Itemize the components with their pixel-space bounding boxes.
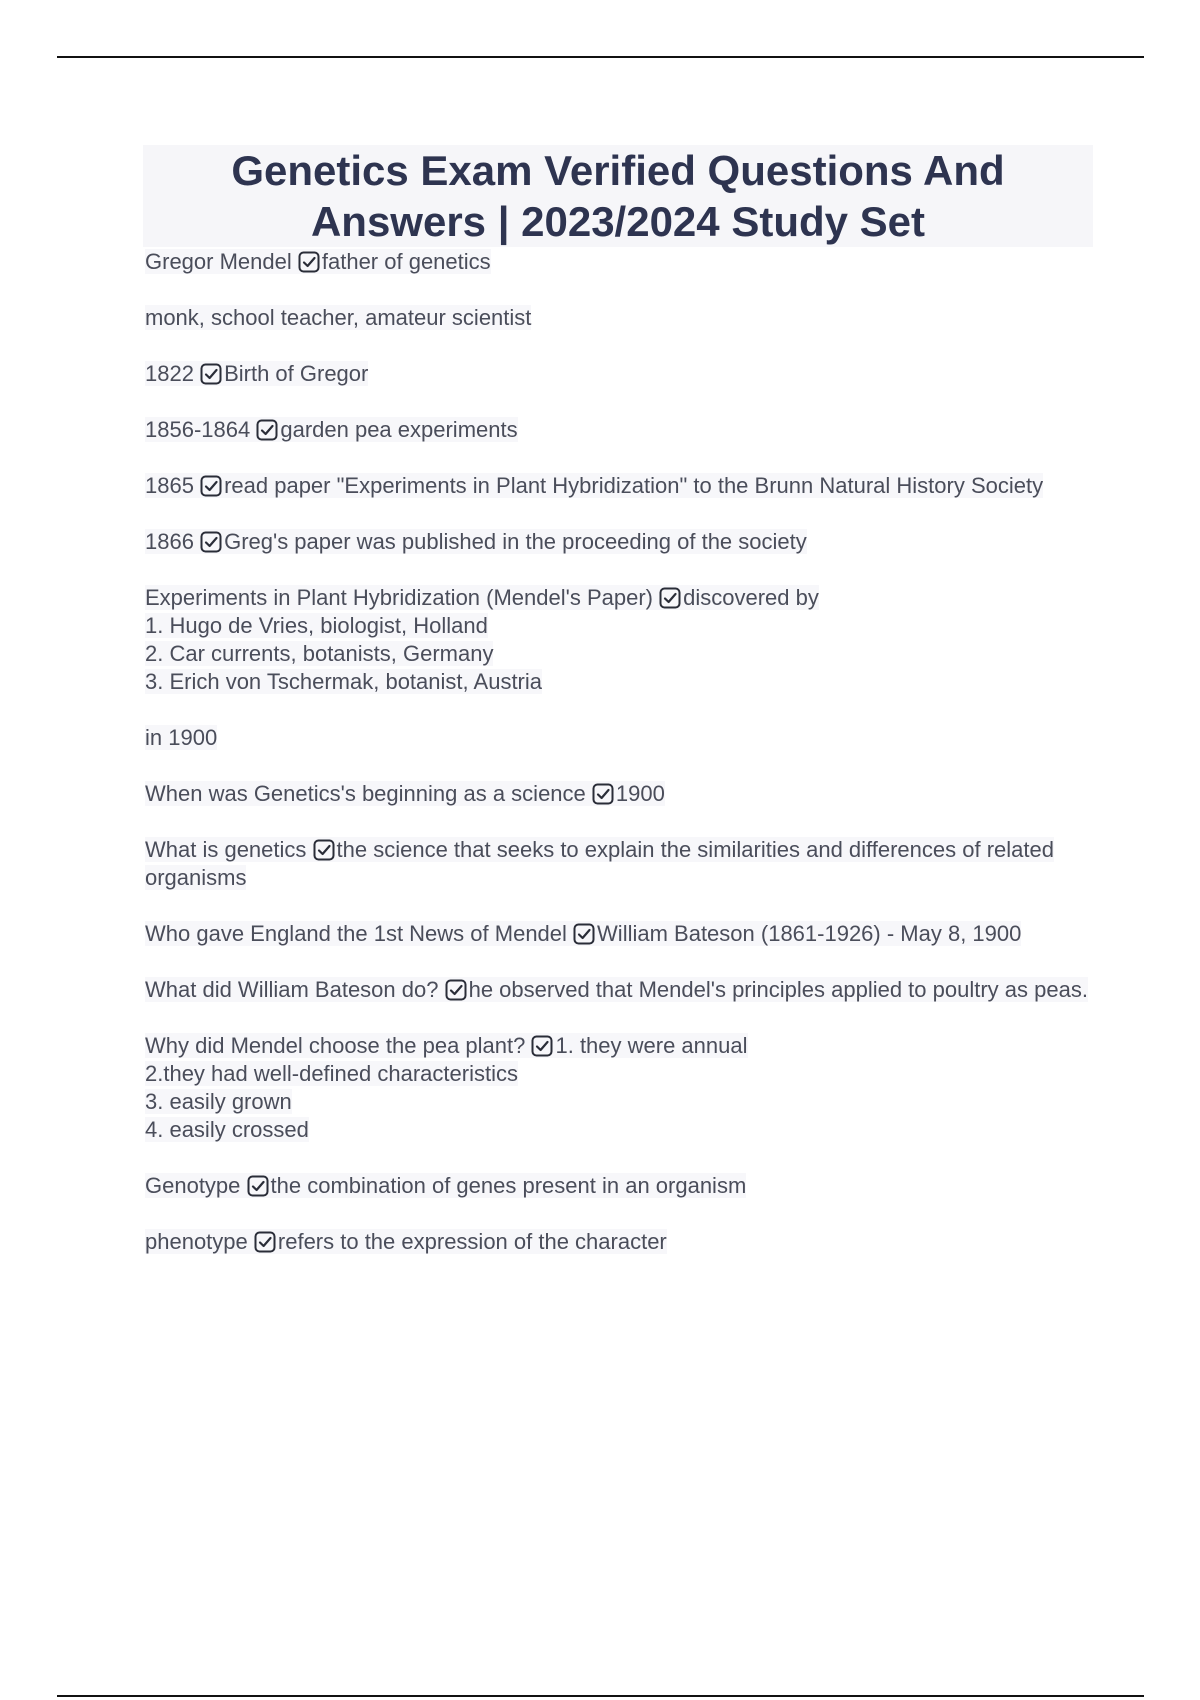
checkbox-checked-icon — [200, 531, 222, 553]
qa-entry — [145, 780, 1090, 808]
qa-answer: Greg's paper was published in the proceeding of the society — [224, 529, 807, 554]
checkbox-checked-icon — [313, 839, 335, 861]
qa-list — [145, 248, 1090, 1284]
qa-answer: discovered by — [683, 585, 819, 610]
bottom-rule — [57, 1695, 1144, 1697]
checkbox-checked-icon — [247, 1175, 269, 1197]
qa-term: When was Genetics's beginning as a science — [145, 781, 586, 806]
qa-line — [145, 585, 819, 610]
qa-entry — [145, 584, 1090, 696]
qa-entry — [145, 836, 1090, 892]
qa-entry — [145, 248, 1090, 276]
qa-term: Who gave England the 1st News of Mendel — [145, 921, 567, 946]
qa-answer: refers to the expression of the character — [277, 1229, 667, 1254]
checkbox-checked-icon — [445, 979, 467, 1001]
qa-term: What is genetics — [145, 837, 307, 862]
answer-list — [145, 612, 1090, 696]
qa-answer: in 1900 — [145, 725, 218, 750]
checkbox-checked-icon — [256, 419, 278, 441]
answer-list-item-text: 3. easily grown — [145, 1089, 292, 1114]
qa-answer: garden pea experiments — [280, 417, 518, 442]
qa-line — [145, 781, 665, 806]
qa-line — [145, 977, 1088, 1002]
qa-line — [145, 1033, 748, 1058]
qa-entry — [145, 472, 1090, 500]
qa-answer: read paper "Experiments in Plant Hybridization" to the Brunn Natural History Society — [224, 473, 1044, 498]
qa-term: 1856-1864 — [145, 417, 251, 442]
qa-term: Genotype — [145, 1173, 241, 1198]
checkbox-checked-icon — [531, 1035, 553, 1057]
answer-list-item — [145, 1060, 1090, 1088]
qa-entry — [145, 416, 1090, 444]
qa-answer: Birth of Gregor — [224, 361, 369, 386]
qa-answer: he observed that Mendel's principles applied to poultry as peas. — [468, 977, 1088, 1002]
qa-line — [145, 837, 1054, 890]
qa-answer: 1. they were annual — [555, 1033, 748, 1058]
qa-answer: 1900 — [615, 781, 665, 806]
qa-answer: the science that seeks to explain the similarities and differences of related organisms — [145, 837, 1054, 890]
qa-line — [145, 249, 491, 274]
answer-list-item — [145, 668, 1090, 696]
qa-line — [145, 417, 518, 442]
qa-answer: monk, school teacher, amateur scientist — [145, 305, 532, 330]
checkbox-checked-icon — [659, 587, 681, 609]
checkbox-checked-icon — [200, 475, 222, 497]
qa-term: 1866 — [145, 529, 194, 554]
answer-list — [145, 1060, 1090, 1144]
checkbox-checked-icon — [592, 783, 614, 805]
answer-list-item-text: 1. Hugo de Vries, biologist, Holland — [145, 613, 488, 638]
answer-list-item — [145, 1088, 1090, 1116]
answer-list-item — [145, 612, 1090, 640]
qa-entry — [145, 976, 1090, 1004]
qa-line — [145, 529, 807, 554]
qa-entry — [145, 724, 1090, 752]
checkbox-checked-icon — [254, 1231, 276, 1253]
qa-line — [145, 305, 531, 330]
answer-list-item-text: 2. Car currents, botanists, Germany — [145, 641, 494, 666]
qa-line — [145, 473, 1043, 498]
qa-entry — [145, 304, 1090, 332]
answer-list-item — [145, 1116, 1090, 1144]
answer-list-item-text: 3. Erich von Tschermak, botanist, Austria — [145, 669, 542, 694]
document-title — [143, 145, 1093, 247]
qa-line — [145, 361, 368, 386]
qa-term: 1865 — [145, 473, 194, 498]
qa-answer: father of genetics — [321, 249, 491, 274]
qa-term: 1822 — [145, 361, 194, 386]
qa-answer: the combination of genes present in an organism — [270, 1173, 747, 1198]
title-line-2: Answers | 2023/2024 Study Set — [310, 198, 926, 245]
title-line-1: Genetics Exam Verified Questions And — [231, 147, 1005, 194]
answer-list-item-text: 4. easily crossed — [145, 1117, 309, 1142]
qa-entry — [145, 920, 1090, 948]
title-block — [143, 145, 1093, 247]
qa-line — [145, 1173, 746, 1198]
checkbox-checked-icon — [573, 923, 595, 945]
checkbox-checked-icon — [200, 363, 222, 385]
qa-answer: William Bateson (1861-1926) - May 8, 1900 — [597, 921, 1022, 946]
qa-term: phenotype — [145, 1229, 248, 1254]
qa-entry — [145, 1228, 1090, 1256]
qa-entry — [145, 1172, 1090, 1200]
checkbox-checked-icon — [298, 251, 320, 273]
qa-term: Experiments in Plant Hybridization (Mendel's Paper) — [145, 585, 653, 610]
answer-list-item — [145, 640, 1090, 668]
qa-term: What did William Bateson do? — [145, 977, 439, 1002]
qa-entry — [145, 1032, 1090, 1144]
answer-list-item-text: 2.they had well-defined characteristics — [145, 1061, 518, 1086]
qa-line — [145, 725, 217, 750]
top-rule — [57, 56, 1144, 58]
qa-line — [145, 1229, 667, 1254]
qa-line — [145, 921, 1021, 946]
qa-entry — [145, 528, 1090, 556]
qa-term: Why did Mendel choose the pea plant? — [145, 1033, 526, 1058]
qa-entry — [145, 360, 1090, 388]
qa-term: Gregor Mendel — [145, 249, 292, 274]
